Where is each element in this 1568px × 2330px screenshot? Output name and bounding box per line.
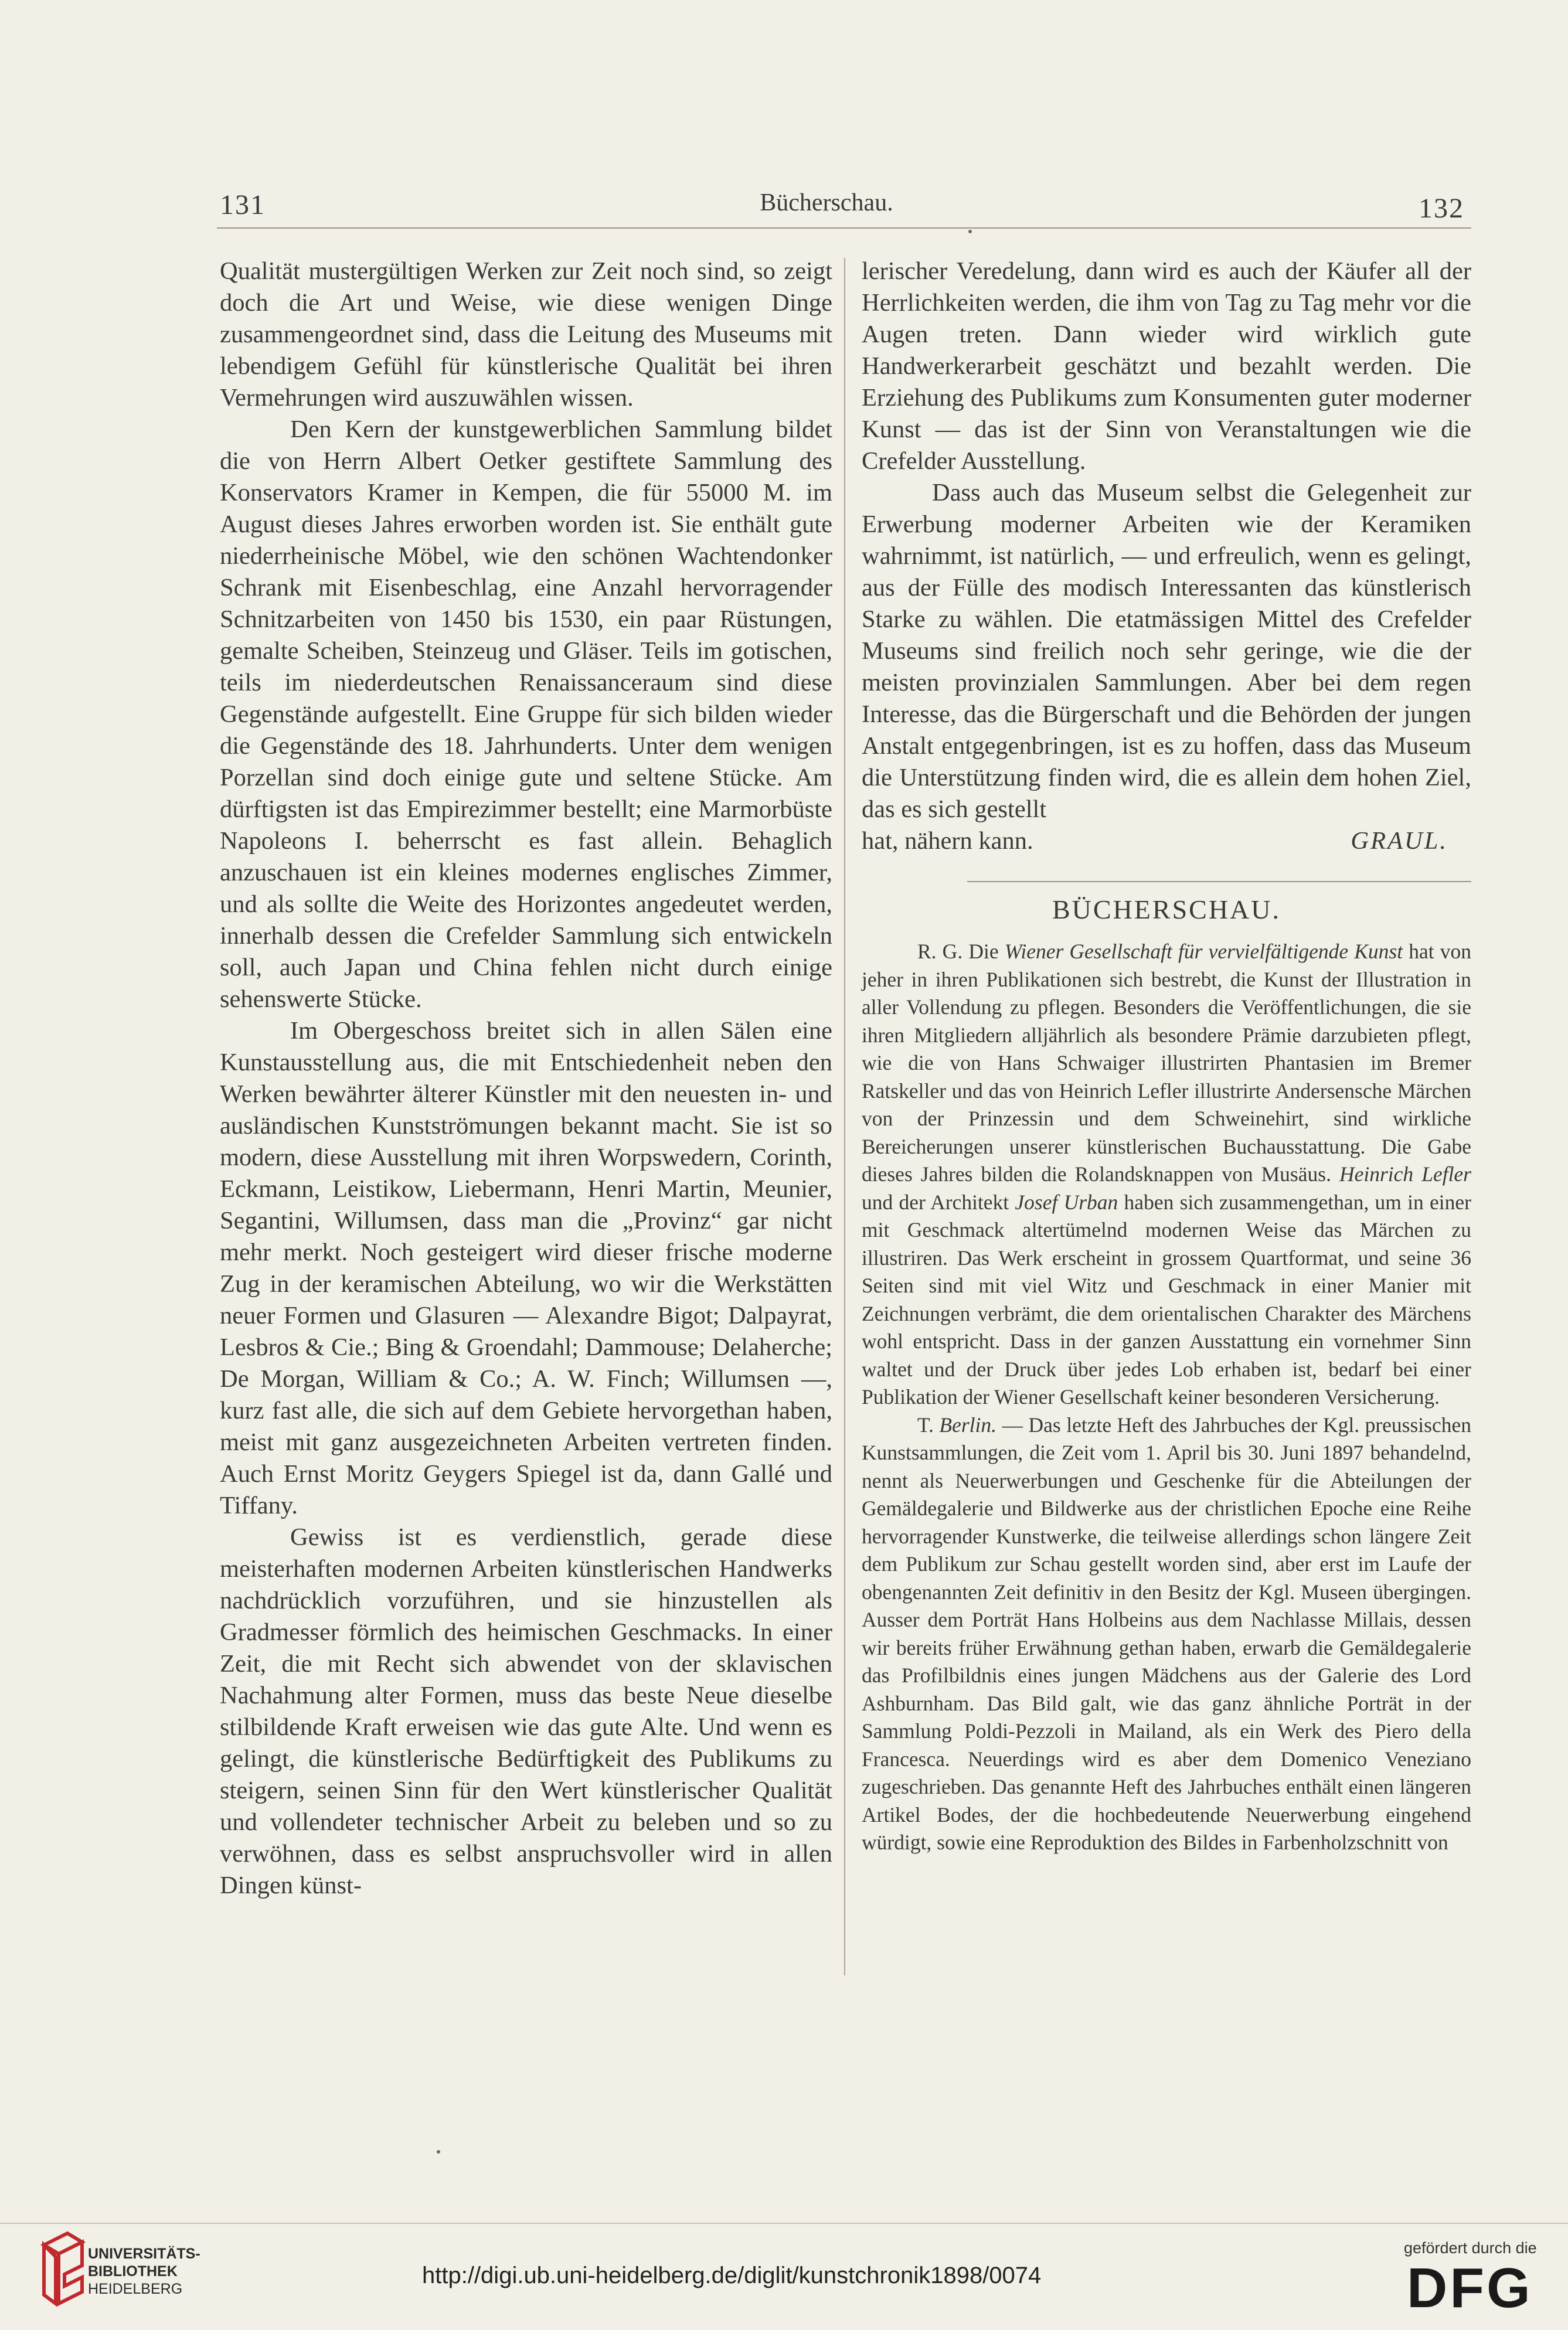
right-paragraph-1: lerischer Veredelung, dann wird es auch der Käufer all der Herrlichkeiten werden, die ihm von Tag zu Tag mehr vor die Augen treten. Dann wieder wird wirklich gute Handwerkerarbeit geschätzt und bezahlt werden. Die Erziehung des Publikums zum Konsumenten guter moderner Kunst — das ist der Sinn von Veranstaltungen wie die Crefelder Ausstellung. <box>862 257 1471 475</box>
funding-note: gefördert durch die <box>1404 2239 1537 2257</box>
header-rule <box>217 227 1471 229</box>
review-entry-2 <box>862 1411 1471 1857</box>
review-1-name-urban: Josef Urban <box>1015 1190 1118 1214</box>
right-paragraph-2: Dass auch das Museum selbst die Gelegenheit zur Erwerbung moderner Arbeiten wie der Keramiken wahrnimmt, ist natürlich, — und erfreulich, wenn es gelingt, aus der Fülle des modisch Interessanten das künstlerisch Starke zu wählen. Die etatmässigen Mittel des Crefelder Museums sind freilich noch sehr geringe, wie die der meisten provinzialen Sammlungen. Aber bei dem regen Interesse, das die Bürgerschaft und die Behörden der jungen Anstalt entgegenbringen, ist es zu hoffen, dass das Museum die Unterstützung finden wird, die es allein dem hohen Ziel, das es sich gestellt <box>862 479 1471 823</box>
section-rule <box>967 881 1471 882</box>
closing-line <box>862 825 1471 857</box>
library-logo-icon <box>32 2230 88 2307</box>
left-column <box>220 256 832 1902</box>
left-paragraph-3: Im Obergeschoss breitet sich in allen Sälen eine Kunstausstellung aus, die mit Entschiedenheit neben den Werken bewährter älterer Künstler mit den neuesten in- und ausländischen Kunstströmungen bekannt macht. Sie ist so modern, diese Ausstellung mit ihren Worpswedern, Corinth, Eckmann, Leistikow, Liebermann, Henri Martin, Meunier, Segantini, Willumsen, dass man die „Provinz“ gar nicht mehr merkt. Noch gesteigert wird dieser frische moderne Zug in der keramischen Abteilung, wo wir die Werkstätten neuer Formen und Glasuren — Alexandre Bigot; Dalpayrat, Lesbros & Cie.; Bing & Groendahl; Dammouse; Delaherche; De Morgan, William & Co.; A. W. Finch; Willumsen —, kurz fast alle, die sich auf dem Gebiete hervorgethan haben, meist mit ganz ausgezeichneten Arbeiten vertreten finden. Auch Ernst Moritz Geygers Spiegel ist da, dann Gallé und Tiffany. <box>220 1017 832 1519</box>
library-name-line-1: UNIVERSITÄTS- <box>88 2246 200 2262</box>
review-2-text: — Das letzte Heft des Jahrbuches der Kgl. preussischen Kunstsammlungen, die Zeit vom 1. April bis 30. Juni 1897 behandelnd, nennt als Neuerwerbungen und Geschenke für die Abteilungen der Gemäldegalerie und Bildwerke aus der christlichen Epoche eine Reihe hervorragender Kunstwerke, die teilweise allerdings schon längere Zeit dem Publikum zur Schau gestellt worden sind, aber erst im Laufe der obengenannten Zeit definitiv in den Besitz der Kgl. Museen übergingen. Ausser dem Porträt Hans Holbeins aus dem Nachlasse Millais, dessen wir bereits früher Erwähnung gethan haben, erwarb die Gemäldegalerie das Profilbildnis eines jungen Mädchens aus der Galerie des Lord Ashburnham. Das Bild galt, wie das ganz ähnliche Porträt in der Sammlung Poldi-Pezzoli in Mailand, als ein Werk des Piero della Francesca. Neuerdings wird es aber dem Domenico Veneziano zugeschrieben. Das genannte Heft des Jahrbuches enthält einen längeren Artikel Bodes, der die hochbedeutende Neuerwerbung eingehend würdigt, sowie eine Reproduktion des Bildes in Farbenholzschnitt von <box>862 1413 1471 1854</box>
column-divider <box>844 258 845 1975</box>
review-1-publisher: Wiener Gesellschaft für vervielfältigende Kunst <box>1004 940 1403 963</box>
print-speck <box>437 2150 440 2154</box>
print-speck <box>968 230 972 233</box>
right-column <box>862 256 1471 857</box>
author-signature: GRAUL. <box>1351 827 1448 855</box>
review-1-text-c: haben sich zusammengethan, um in einer mit Geschmack altertümelnd modernen Weise das Märchen zu illustriren. Das Werk erscheint in grossem Quartformat, und seine 36 Seiten sind mit viel Witz und Geschmack in einer Manier mit Zeichnungen verbrämt, die dem orientalischen Charakter des Märchens wohl entspricht. Dass in der ganzen Ausstattung ein vornehmer Sinn waltet und der Druck über jedes Lob erhaben ist, bedarf bei einer Publikation der Wiener Gesellschaft keiner besonderen Versicherung. <box>862 1190 1471 1409</box>
left-paragraph-4: Gewiss ist es verdienstlich, gerade diese meisterhaften modernen Arbeiten künstlerischen Handwerks nachdrücklich vorzuführen, und sie hinzustellen als Gradmesser förmlich des heimischen Geschmacks. In einer Zeit, die mit Recht sich abwendet von der sklavischen Nachahmung alter Formen, muss das beste Neue dieselbe stilbildende Kraft erweisen wie das gute Alte. Und wenn es gelingt, die künstlerische Bedürftigkeit des Publikums zu steigern, seinen Sinn für den Wert künstlerischer Qualität und vollendeter technischer Arbeit zu beleben und so zu verwöhnen, dass es selbst anspruchsvoller wird in allen Dingen künst- <box>220 1523 832 1899</box>
review-1-text-b: und der Architekt <box>862 1190 1015 1214</box>
library-name-line-3: HEIDELBERG <box>88 2281 183 2297</box>
page-number-left: 131 <box>220 189 266 220</box>
left-paragraph-2: Den Kern der kunstgewerblichen Sammlung bildet die von Herrn Albert Oetker gestiftete Sammlung des Konservators Kramer in Kempen, die für 55000 M. im August dieses Jahres erworben worden ist. Sie enthält gute niederrheinische Möbel, wie den schönen Wachtendonker Schrank mit Eisenbeschlag, eine Anzahl hervorragender Schnitzarbeiten von 1450 bis 1530, ein paar Rüstungen, gemalte Scheiben, Steinzeug und Gläser. Teils im gotischen, teils im niederdeutschen Renaissanceraum sind diese Gegenstände aufgestellt. Eine Gruppe für sich bilden wieder die Gegenstände des 18. Jahrhunderts. Unter dem wenigen Porzellan sind doch einige gute und seltene Stücke. Am dürftigsten ist das Empirezimmer bestellt; eine Marmorbüste Napoleons I. beherrscht es fast allein. Behaglich anzuschauen ist ein kleines modernes englisches Zimmer, und als sollte die Weite des Horizontes angedeutet werden, innerhalb dessen die Crefelder Sammlung sich entwickeln soll, auch Japan und China fehlen nicht durch einige sehenswerte Stücke. <box>220 416 832 1013</box>
section-title: BÜCHERSCHAU. <box>1052 894 1281 924</box>
review-1-text-a: hat von jeher in ihren Publikationen sich bestrebt, die Kunst der Illustration in aller Vollendung zu pflegen. Besonders die Veröffentlichungen, die sie ihren Mitgliedern alljährlich als besondere Prämie darzubieten pflegt, wie die von Hans Schwaiger illustrirten Phantasien im Bremer Ratskeller und das von Heinrich Lefler illustrirte Andersensche Märchen von der Prinzessin und dem Schweinehirt, sind wirkliche Bereicherungen unserer künstlerischen Buchausstattung. Die Gabe dieses Jahres bilden die Rolandsknappen von Musäus. <box>862 940 1471 1186</box>
dfg-logo-icon <box>1407 2260 1547 2313</box>
left-paragraph-1: Qualität mustergültigen Werken zur Zeit noch sind, so zeigt doch die Art und Weise, wie diese wenigen Dinge zusammengeordnet sind, dass die Leitung des Museums mit lebendigem Gefühl für künstlerische Qualität bei ihren Vermehrungen wird auszuwählen wissen. <box>220 257 832 411</box>
running-title: Bücherschau. <box>760 189 893 216</box>
library-name-line-2: BIBLIOTHEK <box>88 2263 178 2280</box>
review-2-place: Berlin. <box>939 1413 997 1437</box>
svg-text:DFG: DFG <box>1407 2260 1533 2313</box>
closing-text: hat, nähern kann. <box>862 827 1033 855</box>
footer-rule <box>0 2223 1568 2224</box>
review-1-lead: R. G. Die <box>917 940 1005 963</box>
review-column <box>862 938 1471 1857</box>
library-name <box>88 2245 200 2298</box>
review-2-lead: T. <box>917 1413 940 1437</box>
page-number-right: 132 <box>1419 193 1464 224</box>
review-entry-1 <box>862 938 1471 1411</box>
review-1-name-lefler: Heinrich Lefler <box>1339 1162 1472 1186</box>
permalink-url[interactable]: http://digi.ub.uni-heidelberg.de/diglit/kunstchronik1898/0074 <box>422 2263 1042 2288</box>
